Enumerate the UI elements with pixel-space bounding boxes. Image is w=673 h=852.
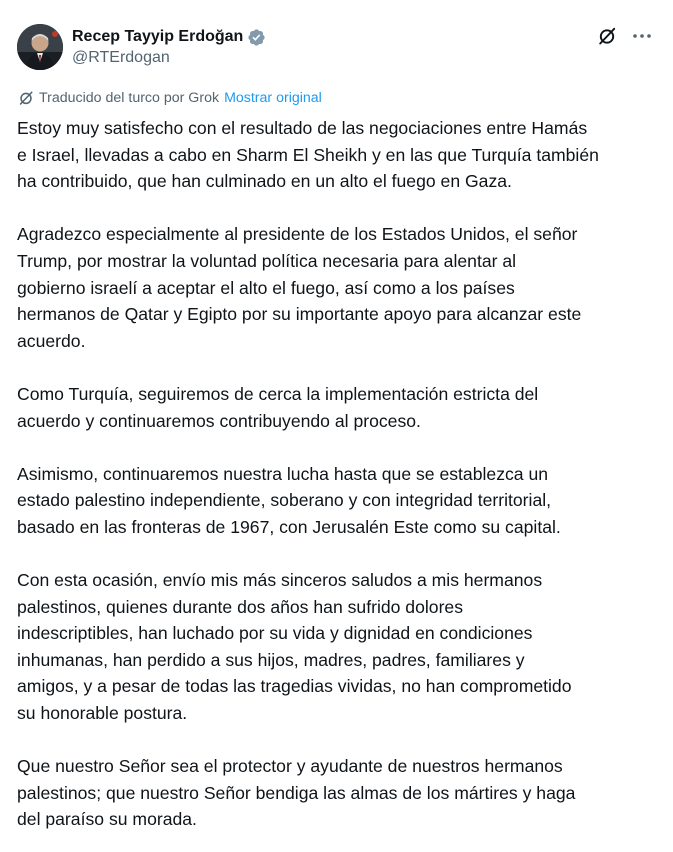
grok-icon[interactable] [597, 26, 617, 46]
translation-notice [18, 90, 322, 106]
display-name[interactable]: Recep Tayyip Erdoğan [72, 28, 244, 45]
more-horizontal-icon[interactable] [631, 26, 653, 46]
author-block [72, 26, 266, 67]
name-row [72, 26, 266, 48]
show-original-link[interactable]: Mostrar original [224, 90, 322, 106]
tweet-paragraph: Agradezco especialmente al presidente de los Estados Unidos, el señor Trump, por mostrar la voluntad política necesaria para alentar al gobierno israelí a aceptar el alto el fuego, así como a los países hermanos de Qatar y Egipto por su importante apoyo para alcanzar este acuerdo. [17, 224, 582, 351]
tweet-paragraph: Como Turquía, seguiremos de cerca la implementación estricta del acuerdo y continuaremos contribuyendo al proceso. [17, 383, 539, 431]
tweet-paragraph: Asimismo, continuaremos nuestra lucha hasta que se establezca un estado palestino independiente, soberano y con integridad territorial, basado en las fronteras de 1967, con Jerusalén Este como su capital. [17, 463, 561, 537]
handle[interactable]: @RTErdogan [72, 49, 170, 66]
translation-text: Traducido del turco por Grok [39, 90, 220, 106]
verified-badge-icon[interactable] [247, 28, 266, 47]
tweet-paragraph: Con esta ocasión, envío mis más sinceros saludos a mis hermanos palestinos, quienes durante dos años han sufrido dolores indescriptibles, han luchado por su vida y dignidad en condiciones inhumanas, han perdido a sus hijos, madres, padres, familiares y amigos, y a pesar de todas las tragedias vividas, no han comprometido su honorable postura. [17, 570, 572, 724]
tweet-text [17, 115, 657, 833]
grok-icon [18, 90, 34, 106]
avatar[interactable] [17, 24, 63, 70]
header-actions [597, 26, 653, 46]
tweet-paragraph: Que nuestro Señor sea el protector y ayudante de nuestros hermanos palestinos; que nuestro Señor bendiga las almas de los mártires y haga del paraíso su morada. [17, 756, 576, 830]
tweet-header [17, 24, 657, 72]
tweet-paragraph: Estoy muy satisfecho con el resultado de las negociaciones entre Hamás e Israel, llevadas a cabo en Sharm El Sheikh y en las que Turquía también ha contribuido, que han culminado en un alto el fuego en Gaza. [17, 118, 599, 192]
